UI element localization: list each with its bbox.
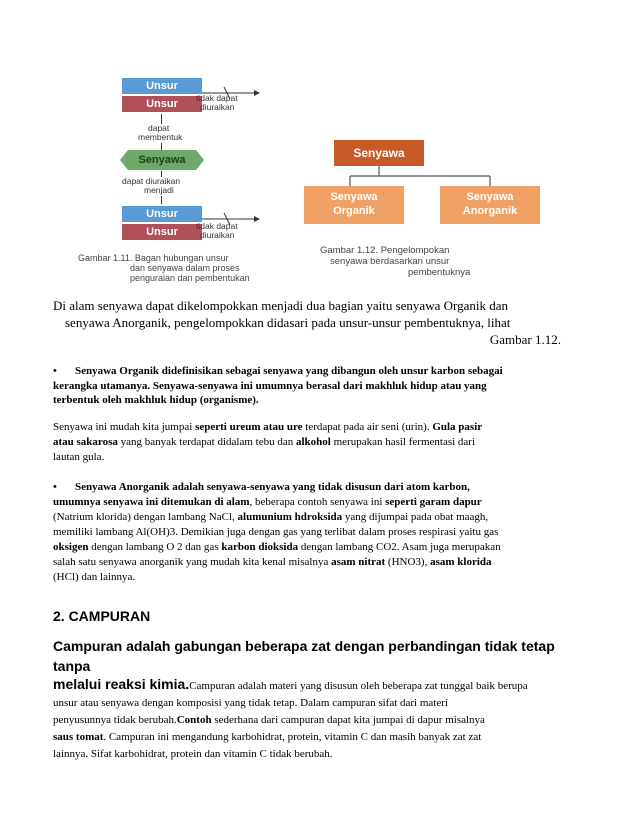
organik-label-1: Senyawa (330, 191, 378, 203)
text-run: memiliki lambang Al(OH)3. Demikian juga dengan gas yang terlibat dalam proses respirasi yaitu gas (53, 526, 499, 538)
text-run: sederhana dari campuran dapat kita jumpai di dapur misalnya (211, 714, 485, 726)
text-run: (HCl) dan lainnya. (53, 571, 136, 583)
bold-run: asam nitrat (331, 556, 386, 568)
tree-connector (320, 166, 560, 186)
text-run: lautan gula. (53, 451, 105, 463)
label-menjadi: menjadi (144, 185, 174, 195)
bold-run: Gula pasir (432, 421, 483, 433)
bold-run: oksigen (53, 541, 89, 553)
caption-line-3: penguraian dan pembentukan (130, 273, 250, 283)
bullet-icon: • (53, 365, 57, 377)
campuran-title-line-2: melalui reaksi kimia. (53, 676, 190, 692)
unsur-box-top-1: Unsur (122, 78, 202, 94)
label-dapat-diuraikan: dapat diuraikan (122, 176, 181, 186)
caption-line-1: Gambar 1.12. Pengelompokan (320, 245, 450, 256)
bold-run: karbon dioksida (221, 541, 299, 553)
text-run: (Natrium klorida) dengan lambang NaCl, (53, 511, 238, 523)
organik-line-3: terbentuk oleh makhluk hidup (organisme). (53, 394, 259, 406)
bold-run: Contoh (176, 714, 212, 726)
label-diuraikan-top: diuraikan (200, 102, 235, 112)
intro-line-1: Di alam senyawa dapat dikelompokkan menjadi dua bagian yaitu senyawa Organik dan (53, 298, 508, 313)
intro-line-3: Gambar 1.12. (489, 332, 561, 347)
bold-run: alkohol (295, 436, 331, 448)
bold-run: saus tomat (53, 731, 104, 743)
connector-line (161, 196, 162, 204)
campuran-paragraph (53, 636, 561, 763)
text-run: dengan lambang CO2. Asam juga merupakan (298, 541, 501, 553)
campuran-title-line-1: Campuran adalah gabungan beberapa zat dengan perbandingan tidak tetap tanpa (53, 638, 555, 674)
organik-line-2: kerangka utamanya. Senyawa-senyawa ini umumnya berasal dari makhluk hidup atau yang (53, 379, 487, 392)
anorganik-label-2: Anorganik (462, 205, 518, 217)
text-run: lainnya. Sifat karbohidrat, protein dan vitamin C tidak berubah. (53, 748, 333, 760)
bold-run: asam klorida (430, 556, 492, 568)
bullet-icon: • (53, 481, 57, 493)
unsur-box-bottom-2: Unsur (122, 224, 202, 240)
figure-strip (70, 70, 570, 290)
anorganik-paragraph (53, 480, 561, 585)
bold-run: alumunium hdroksida (237, 511, 343, 523)
caption-line-2: senyawa berdasarkan unsur (330, 256, 450, 267)
text-run: (HNO3), (385, 556, 431, 568)
caption-line-3: pembentuknya (408, 267, 471, 278)
unsur-box-top-2: Unsur (122, 96, 202, 112)
bold-run: seperti garam dapur (385, 496, 482, 508)
label-dapat: dapat (148, 123, 170, 133)
label-tidak-dapat-bottom: tidak dapat (196, 221, 238, 231)
section-heading-campuran: 2. CAMPURAN (53, 608, 151, 624)
text-run: dengan lambang O 2 dan gas (88, 541, 222, 553)
unsur-box-bottom-1: Unsur (122, 206, 202, 222)
anorganik-label-1: Senyawa (466, 191, 514, 203)
text-run: Senyawa ini mudah kita jumpai (53, 421, 196, 433)
intro-paragraph (53, 297, 561, 348)
figure-unsur-senyawa (70, 70, 320, 290)
caption-line-1: Gambar 1.11. Bagan hubungan unsur (78, 253, 229, 263)
bold-run: atau sakarosa (53, 436, 118, 448)
bold-run: seperti ureum atau ure (195, 421, 303, 433)
text-run: yang dijumpai pada obat maagh, (342, 511, 489, 523)
senyawa-label: Senyawa (138, 154, 186, 166)
caption-line-2: dan senyawa dalam proses (130, 263, 240, 273)
text-run: Campuran adalah materi yang disusun oleh beberapa zat tunggal baik berupa (189, 680, 528, 692)
organik-line-1: Senyawa Organik didefinisikan sebagai senyawa yang dibangun oleh unsur karbon sebagai (75, 365, 503, 377)
text-run: merupakan hasil fermentasi dari (330, 436, 476, 448)
text-run: yang banyak terdapat didalam tebu dan (117, 436, 296, 448)
bold-run: umumnya senyawa ini ditemukan di alam (53, 496, 250, 508)
label-membentuk: membentuk (138, 132, 183, 142)
senyawa-box: Senyawa (334, 140, 424, 166)
text-run: , beberapa contoh senyawa ini (249, 496, 386, 508)
anorganik-line-1: Senyawa Anorganik adalah senyawa-senyawa yang tidak disusun dari atom karbon, (75, 481, 470, 493)
organik-label-2: Organik (333, 205, 375, 217)
label-tidak-dapat-top: tidak dapat (196, 93, 238, 103)
text-run: terdapat pada air seni (urin). (302, 421, 433, 433)
figure-pengelompokan (320, 70, 570, 290)
organik-definition (53, 364, 561, 408)
text-run: penyusunnya tidak berubah. (53, 714, 177, 726)
text-run: . Campuran ini mengandung karbohidrat, protein, vitamin C dan masih banyak zat zat (103, 731, 482, 743)
text-run: salah satu senyawa anorganik yang mudah kita kenal misalnya (53, 556, 332, 568)
organik-examples (53, 420, 561, 465)
text-run: unsur atau senyawa dengan komposisi yang tidak tetap. Dalam campuran sifat dari materi (53, 697, 448, 709)
label-diuraikan-bottom: diuraikan (200, 230, 235, 240)
intro-line-2: senyawa Anorganik, pengelompokkan didasari pada unsur-unsur pembentuknya, lihat (65, 315, 511, 330)
